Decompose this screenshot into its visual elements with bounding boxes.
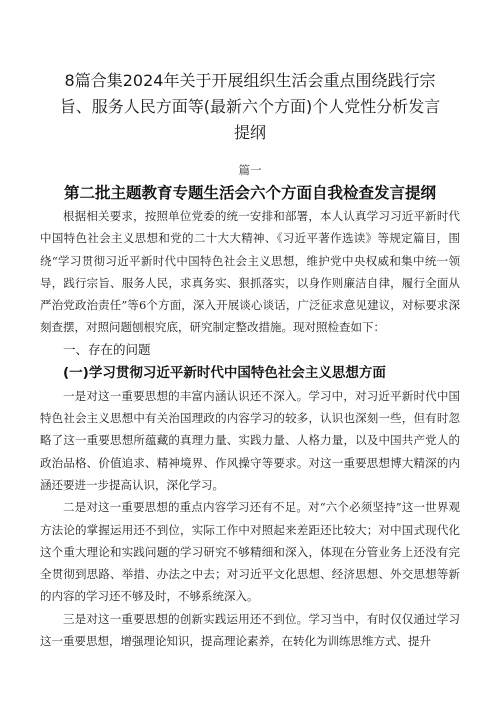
subsection-heading: (一)学习贯彻习近平新时代中国特色社会主义思想方面 — [63, 364, 386, 381]
part-title: 第二批主题教育专题生活会六个方面自我检查发言提纲 — [63, 184, 436, 202]
part-label: 篇一 — [238, 163, 262, 177]
body-paragraph-1: 一是对这一重要思想的丰富内涵认识还不深入。学习中，对习近平新时代中国特色社会主义思想中有关治国理政的内容学习的较多，认识也深刻一些，但有时忽略了这一重要思想所蕴藏的真理力量、实践力量、人格力量，以及中国共产党人的政治品格、价值追求、精神境界、作风操守等要求。对这一重要思想博大精深的内涵还要进一步提高认识，深化学习。 — [40, 388, 460, 492]
section-heading: 一、存在的问题 — [63, 341, 151, 357]
body-paragraph-3: 三是对这一重要思想的创新实践运用还不到位。学习当中，有时仅仅通过学习这一重要思想，增强理论知识，提高理论素养，在转化为训练思维方式、提升 — [40, 611, 460, 649]
document-body — [40, 205, 460, 652]
body-paragraph-2: 二是对这一重要思想的重点内容学习还有不足。对“六个必须坚持”这一世界观方法论的掌握运用还不到位，实际工作中对照起来差距还比较大；对中国式现代化这个重大理论和实践问题的学习研究不够精细和深入，体现在分管业务上还没有完全贯彻到思路、举措、办法之中去；对习近平文化思想、经济思想、外交思想等新的内容的学习还不够及时，不够系统深入。 — [40, 500, 460, 604]
intro-paragraph: 根据相关要求，按照单位党委的统一安排和部署，本人认真学习习近平新时代中国特色社会主义思想和党的二十大大精神、《习近平著作选读》等规定篇目，围绕“学习贯彻习近平新时代中国特色社会主义思想，维护党中央权威和集中统一领导，践行宗旨、服务人民，求真务实、狠抓落实，以身作则廉洁自律，履行全面从严治党政治责任”等6个方面，深入开展谈心谈话，广泛征求意见建议，对标要求深刻查摆，对照问题刨根究底，研究制定整改措施。现对照检查如下： — [40, 209, 460, 335]
document-title: 8篇合集2024年关于开展组织生活会重点围绕践行宗旨、服务人民方面等(最新六个方面)个人党性分析发言提纲 — [59, 71, 441, 142]
